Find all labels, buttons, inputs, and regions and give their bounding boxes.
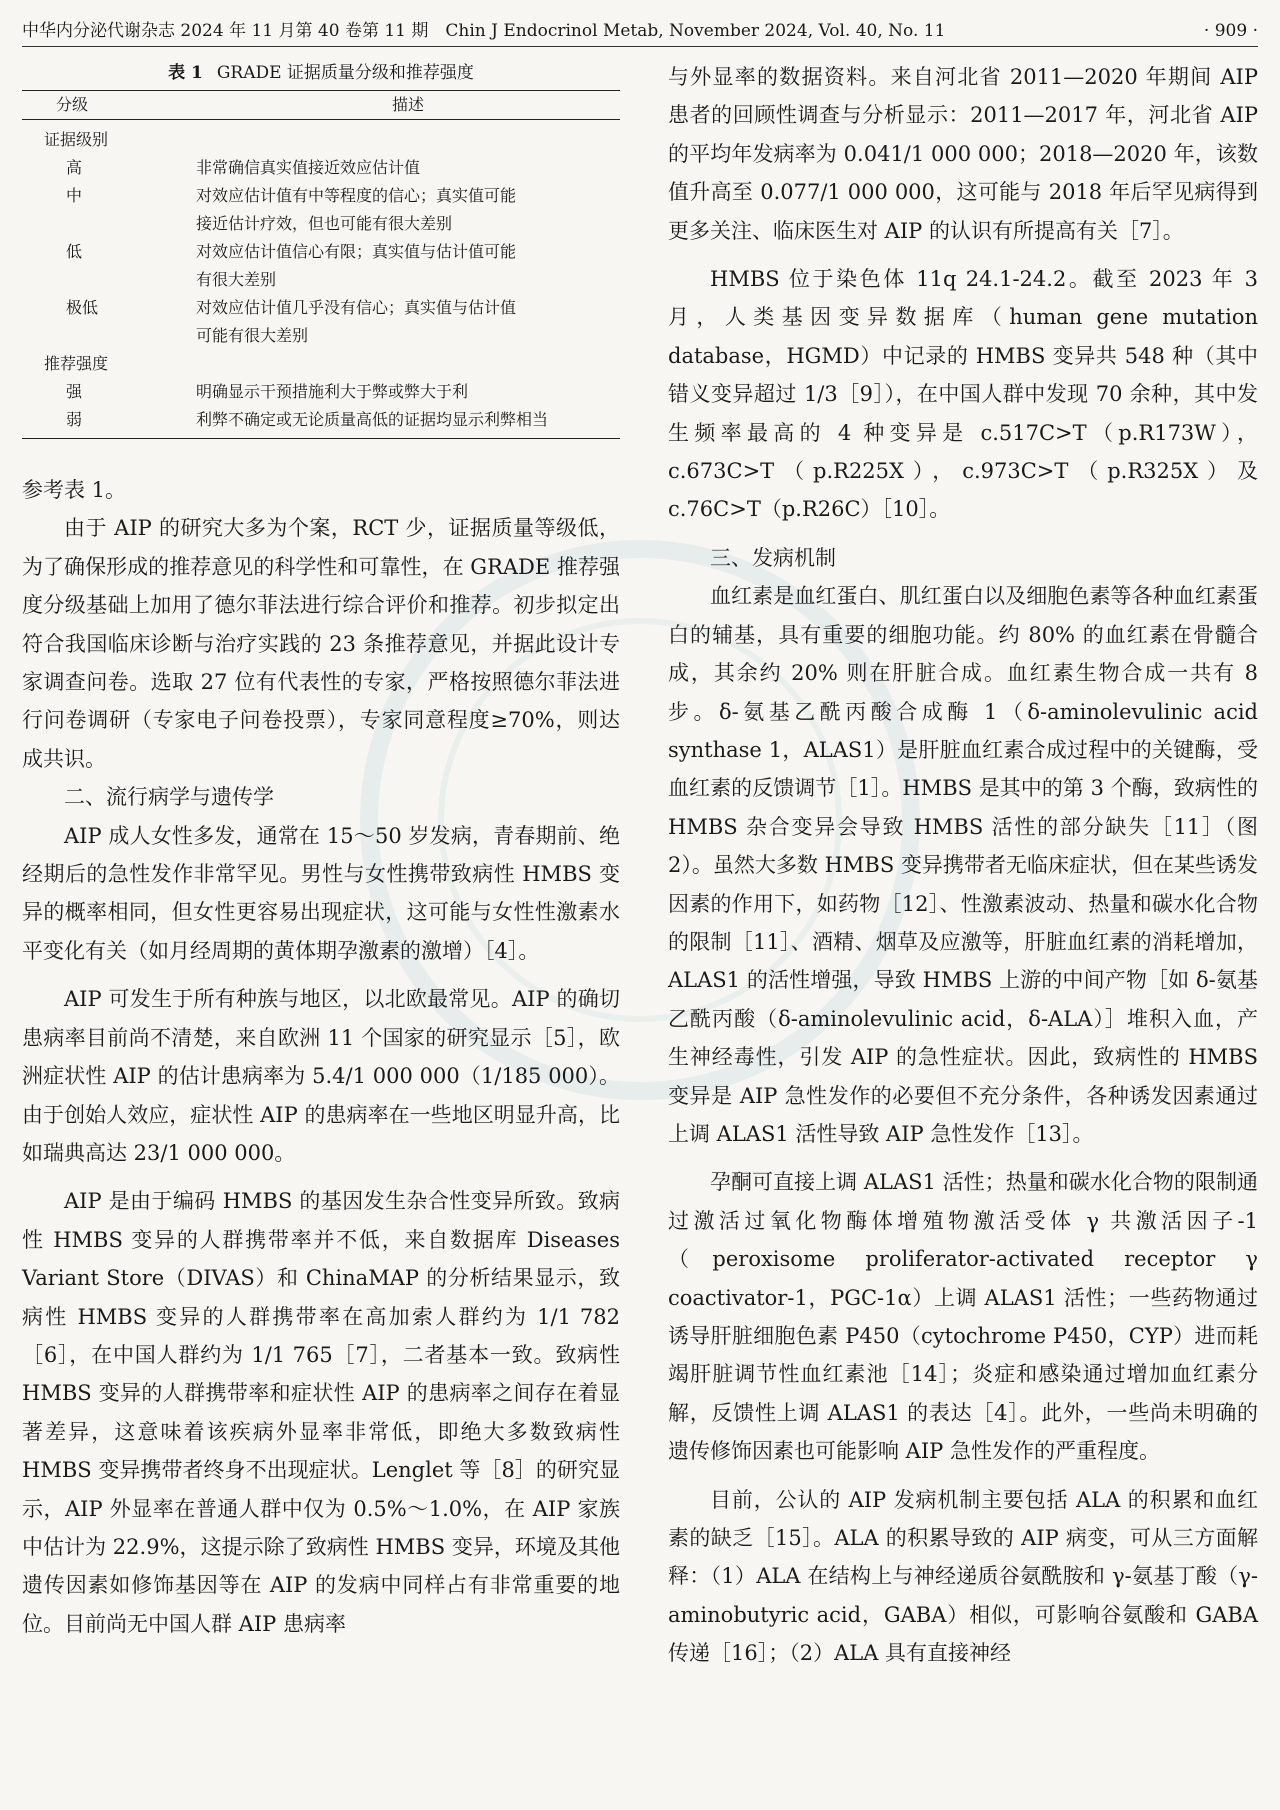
paragraph: 孕酮可直接上调 ALAS1 活性；热量和碳水化合物的限制通过激活过氧化物酶体增殖物激活受体 γ 共激活因子-1（peroxisome proliferator-activated receptor γ coactivator-1，PGC-1α）上调 ALAS1 活性；一些药物通过诱导肝脏细胞色素 P450（cytochrome P450，CYP）进而耗竭肝脏调节性血红素池［14］；炎症和感染通过增加血红素分解，反馈性上调 ALAS1 的表达［4］。此外，一些尚未明确的遗传修饰因素也可能影响 AIP 急性发作的严重程度。 [668, 1170, 1258, 1464]
header-journal-info: 中华内分泌代谢杂志 2024 年 11 月第 40 卷第 11 期 Chin J Endocrinol Metab, November 2024, Vol. 40, No. 11 [22, 21, 946, 41]
table-1 [22, 58, 620, 439]
description-line: 对效应估计值几乎没有信心；真实值与估计值 [196, 298, 517, 317]
description-cell [196, 182, 620, 238]
description-cell [196, 406, 620, 439]
header-description: 描述 [196, 91, 620, 120]
header-grade: 分级 [22, 91, 196, 120]
table-row [22, 406, 620, 439]
section-heading: 三、发病机制 [710, 545, 836, 570]
description-line: 明确显示干预措施利大于弊或弊大于利 [196, 382, 469, 401]
level-cell: 弱 [22, 406, 196, 439]
paragraph: AIP 可发生于所有种族与地区，以北欧最常见。AIP 的确切患病率目前尚不清楚，来自欧洲 11 个国家的研究显示［5］，欧洲症状性 AIP 的估计患病率为 5.4/1 000 000（1/185 000）。由于创始人效应，症状性 AIP 的患病率在一些地区明显升高，比如瑞典高达 23/1 000 000。 [22, 987, 620, 1165]
paragraph: 目前，公认的 AIP 发病机制主要包括 ALA 的积累和血红素的缺乏［15］。ALA 的积累导致的 AIP 病变，可从三方面解释：（1）ALA 在结构上与神经递质谷氨酰胺和 γ-氨基丁酸（γ-aminobutyric acid，GABA）相似，可影响谷氨酸和 GABA 传递［16］；（2）ALA 具有直接神经 [668, 1487, 1258, 1666]
table-title: GRADE 证据质量分级和推荐强度 [216, 63, 474, 83]
right-column [668, 58, 1258, 1673]
table-header-row [22, 91, 620, 120]
level-cell: 强 [66, 382, 83, 401]
description-line: 可能有很大差别 [196, 326, 309, 345]
level-cell: 高 [66, 158, 83, 177]
description-cell [196, 238, 620, 294]
table-row [22, 154, 620, 182]
header-rule [22, 46, 1258, 47]
grade-table [22, 90, 620, 439]
table-group-row [22, 350, 620, 378]
description-line: 有很大差别 [196, 270, 277, 289]
paragraph: AIP 成人女性多发，通常在 15～50 岁发病，青春期前、绝经期后的急性发作非常罕见。男性与女性携带致病性 HMBS 变异的概率相同，但女性更容易出现症状，这可能与女性性激素水平变化有关（如月经周期的黄体期孕激素的激增）［4］。 [22, 823, 620, 963]
description-cell [196, 154, 620, 182]
paragraph: AIP 是由于编码 HMBS 的基因发生杂合性变异所致。致病性 HMBS 变异的人群携带率并不低，来自数据库 Diseases Variant Store（DIVAS）和 ChinaMAP 的分析结果显示，致病性 HMBS 变异的人群携带率在高加索人群约为 1/1 782［6］，在中国人群约为 1/1 765［7］，二者基本一致。致病性 HMBS 变异的人群携带率和症状性 AIP 的患病率之间存在着显著差异，这意味着该疾病外显率非常低，即绝大多数致病性 HMBS 变异携带者终身不出现症状。Lenglet 等［8］的研究显示，AIP 外显率在普通人群中仅为 0.5%～1.0%，在 AIP 家族中估计为 22.9%，这提示除了致病性 HMBS 变异，环境及其他遗传因素如修饰基因等在 AIP 的发病中同样占有非常重要的地位。目前尚无中国人群 AIP 患病率 [22, 1189, 620, 1636]
paragraph: 参考表 1。 [22, 478, 127, 502]
section-heading: 二、流行病学与遗传学 [64, 785, 274, 810]
table-row [22, 378, 620, 406]
table-number: 表 1 [168, 63, 203, 83]
description-cell [196, 378, 620, 406]
paragraph: HMBS 位于染色体 11q 24.1-24.2。截至 2023 年 3 月，人类基因变异数据库（human gene mutation database，HGMD）中记录的 HMBS 变异共 548 种（其中错义变异超过 1/3［9］），在中国人群中发现 70 余种，其中发生频率最高的 4 种变异是 c.517C>T（p.R173W），c.673C>T（p.R225X），c.973C>T（p.R325X）及 c.76C>T（p.R26C）［10］。 [668, 267, 1258, 522]
level-cell: 中 [66, 186, 83, 205]
paragraph: 与外显率的数据资料。来自河北省 2011—2020 年期间 AIP 患者的回顾性调查与分析显示：2011—2017 年，河北省 AIP 的平均年发病率为 0.041/1 000 000；2018—2020 年，该数值升高至 0.077/1 000 000，这可能与 2018 年后罕见病得到更多关注、临床医生对 AIP 的认识有所提高有关［7］。 [668, 65, 1258, 243]
right-body-text [668, 58, 1258, 1673]
description-line: 非常确信真实值接近效应估计值 [196, 158, 421, 177]
level-cell: 低 [66, 242, 83, 261]
group-label-recommendation: 推荐强度 [44, 354, 109, 373]
table-row [22, 294, 620, 350]
header-page-number: · 909 · [1203, 21, 1258, 41]
table-group-row [22, 120, 620, 155]
description-cell [196, 294, 620, 350]
left-column [22, 58, 620, 1643]
table-row [22, 182, 620, 238]
paragraph: 由于 AIP 的研究大多为个案，RCT 少，证据质量等级低，为了确保形成的推荐意见的科学性和可靠性，在 GRADE 推荐强度分级基础上加用了德尔菲法进行综合评价和推荐。初步拟定出符合我国临床诊断与治疗实践的 23 条推荐意见，并据此设计专家调查问卷。选取 27 位有代表性的专家，严格按照德尔菲法进行问卷调研（专家电子问卷投票），专家同意程度≥70%，则达成共识。 [22, 516, 620, 771]
table-caption [22, 58, 620, 88]
level-cell: 极低 [66, 298, 99, 317]
running-header [22, 14, 1258, 48]
group-label-evidence: 证据级别 [44, 130, 109, 149]
description-line: 对效应估计值有中等程度的信心；真实值可能 [196, 186, 517, 205]
table-row [22, 238, 620, 294]
paragraph: 血红素是血红蛋白、肌红蛋白以及细胞色素等各种血红素蛋白的辅基，具有重要的细胞功能。约 80% 的血红素在骨髓合成，其余约 20% 则在肝脏合成。血红素生物合成一共有 8 步。δ-氨基乙酰丙酸合成酶 1（δ-aminolevulinic acid synthase 1，ALAS1）是肝脏血红素合成过程中的关键酶，受血红素的反馈调节［1］。HMBS 是其中的第 3 个酶，致病性的 HMBS 杂合变异会导致 HMBS 活性的部分缺失［11］（图 2）。虽然大多数 HMBS 变异携带者无临床症状，但在某些诱发因素的作用下，如药物［12］、性激素波动、热量和碳水化合物的限制［11］、酒精、烟草及应激等，肝脏血红素的消耗增加，ALAS1 的活性增强，导致 HMBS 上游的中间产物［如 δ-氨基乙酰丙酸（δ-aminolevulinic acid，δ-ALA）］堆积入血，产生神经毒性，引发 AIP 的急性症状。因此，致病性的 HMBS 变异是 AIP 急性发作的必要但不充分条件，各种诱发因素通过上调 ALAS1 活性导致 AIP 急性发作［13］。 [668, 584, 1258, 1146]
left-body-text [22, 471, 620, 1643]
description-line: 接近估计疗效，但也可能有很大差别 [196, 214, 453, 233]
description-line: 对效应估计值信心有限；真实值与估计值可能 [196, 242, 517, 261]
description-line: 利弊不确定或无论质量高低的证据均显示利弊相当 [196, 410, 549, 429]
